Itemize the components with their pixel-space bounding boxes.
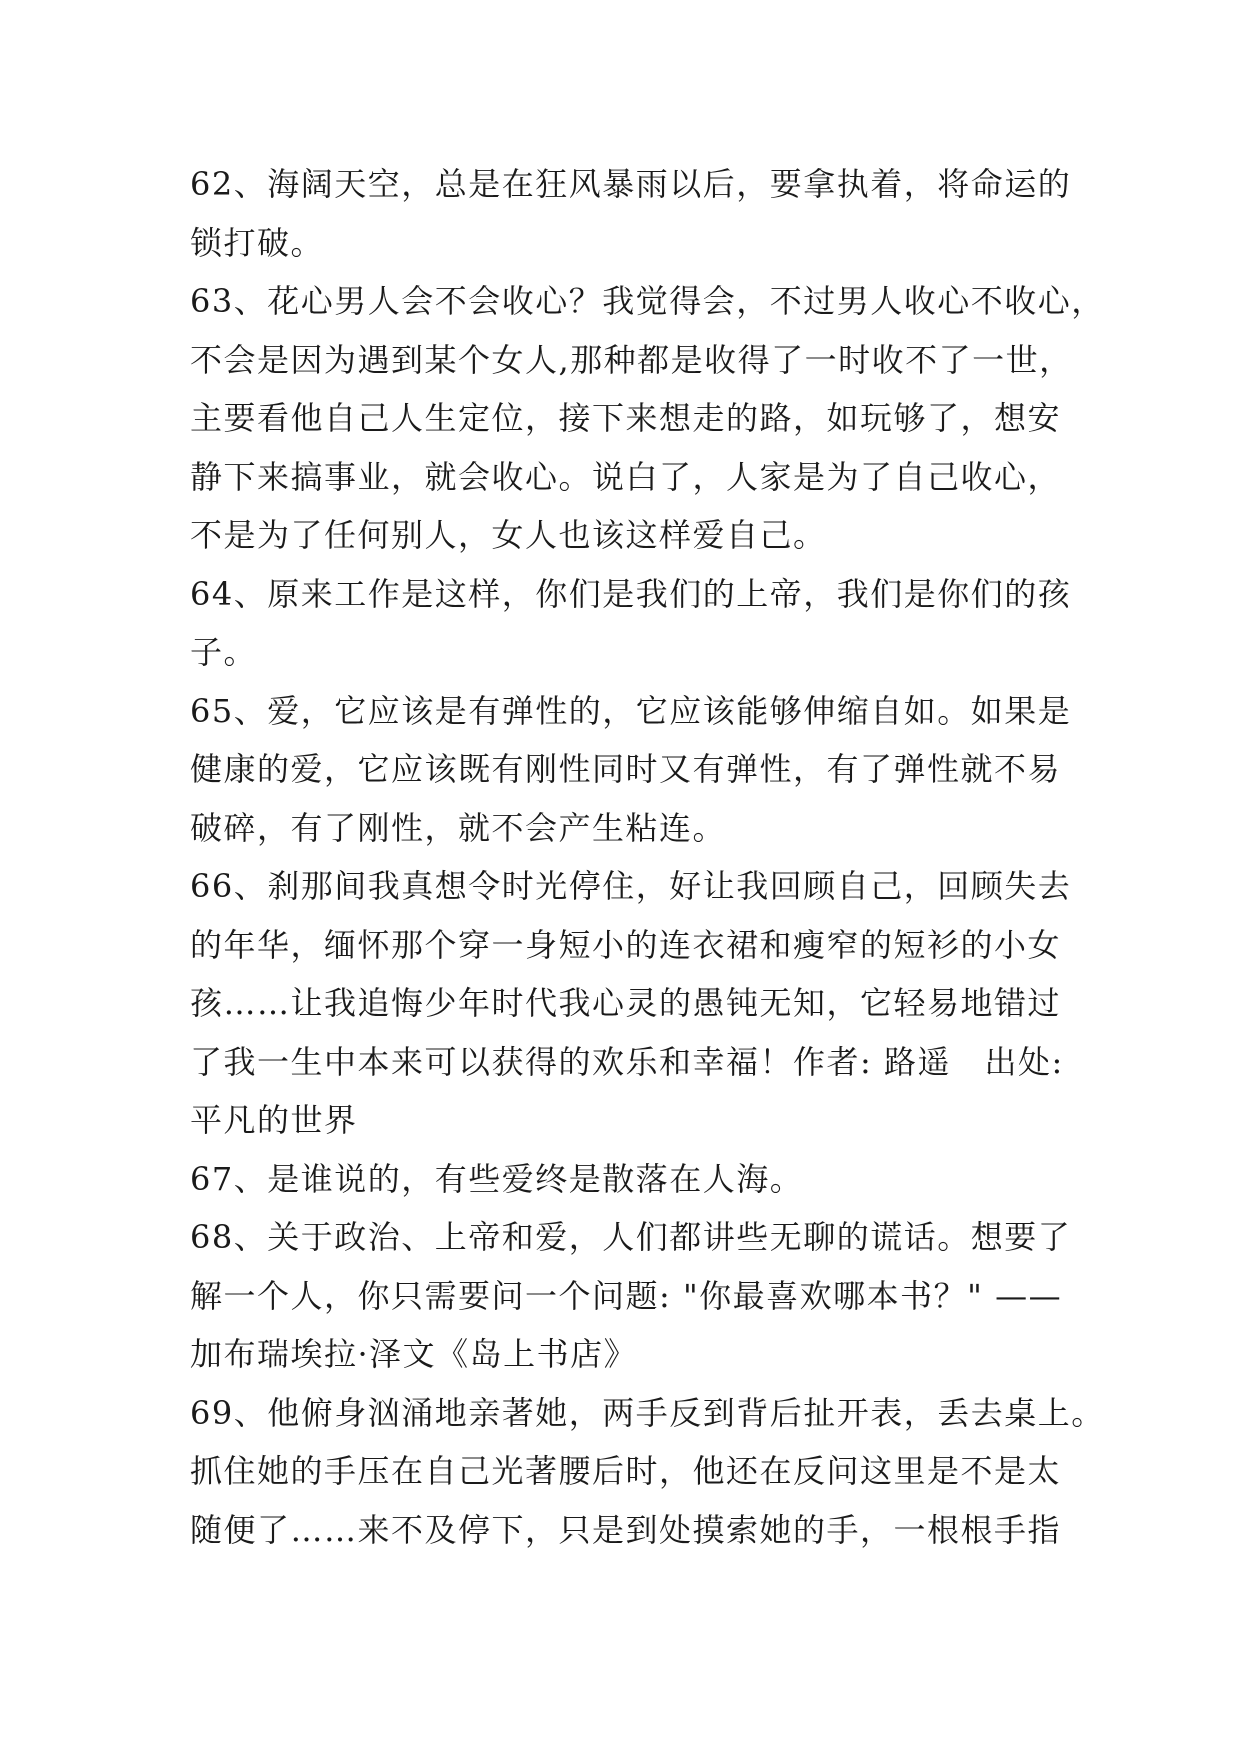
text-line: 的年华，缅怀那个穿一身短小的连衣裙和瘦窄的短衫的小女 bbox=[190, 925, 1062, 964]
text-line: 锁打破。 bbox=[190, 223, 325, 262]
text-line: 68、关于政治、上帝和爱，人们都讲些无聊的谎话。想要了 bbox=[190, 1218, 1072, 1256]
text-line: 不是为了任何别人，女人也该这样爱自己。 bbox=[190, 516, 827, 554]
text-line: 平凡的世界 bbox=[190, 1101, 358, 1139]
text-line: 65、爱，它应该是有弹性的，它应该能够伸缩自如。如果是 bbox=[190, 691, 1072, 730]
text-line: 静下来搞事业，就会收心。说白了，人家是为了自己收心， bbox=[190, 457, 1062, 496]
text-line: 66、刹那间我真想令时光停住，好让我回顾自己，回顾失去 bbox=[190, 867, 1072, 905]
text-line: 62、海阔天空，总是在狂风暴雨以后，要拿执着，将命运的 bbox=[190, 165, 1072, 203]
text-line: 63、花心男人会不会收心？我觉得会，不过男人收心不收心， bbox=[190, 282, 1105, 320]
text-line: 不会是因为遇到某个女人,那种都是收得了一时收不了一世， bbox=[190, 340, 1073, 379]
text-line: 健康的爱，它应该既有刚性同时又有弹性，有了弹性就不易 bbox=[190, 750, 1062, 788]
text-line: 加布瑞埃拉·泽文《岛上书店》 bbox=[190, 1335, 638, 1373]
text-line: 孩……让我追悔少年时代我心灵的愚钝无知，它轻易地错过 bbox=[190, 984, 1062, 1022]
text-line: 64、原来工作是这样，你们是我们的上帝，我们是你们的孩 bbox=[190, 574, 1072, 613]
text-line: 主要看他自己人生定位，接下来想走的路，如玩够了，想安 bbox=[190, 399, 1062, 437]
text-line: 随便了……来不及停下，只是到处摸索她的手，一根根手指 bbox=[190, 1510, 1062, 1549]
text-line: 解一个人，你只需要问一个问题: "你最喜欢哪本书？" —— bbox=[190, 1276, 1063, 1315]
text-line: 子。 bbox=[190, 633, 258, 671]
text-line: 抓住她的手压在自己光著腰后时，他还在反问这里是不是太 bbox=[190, 1452, 1062, 1490]
text-column bbox=[190, 155, 1105, 1559]
text-line: 69、他俯身汹涌地亲著她，两手反到背后扯开表，丢去桌上。 bbox=[190, 1393, 1105, 1432]
text-line: 67、是谁说的，有些爱终是散落在人海。 bbox=[190, 1159, 804, 1198]
text-line: 破碎，有了刚性，就不会产生粘连。 bbox=[190, 808, 727, 847]
text-line: 了我一生中本来可以获得的欢乐和幸福！作者: 路遥 出处: bbox=[190, 1042, 1064, 1081]
